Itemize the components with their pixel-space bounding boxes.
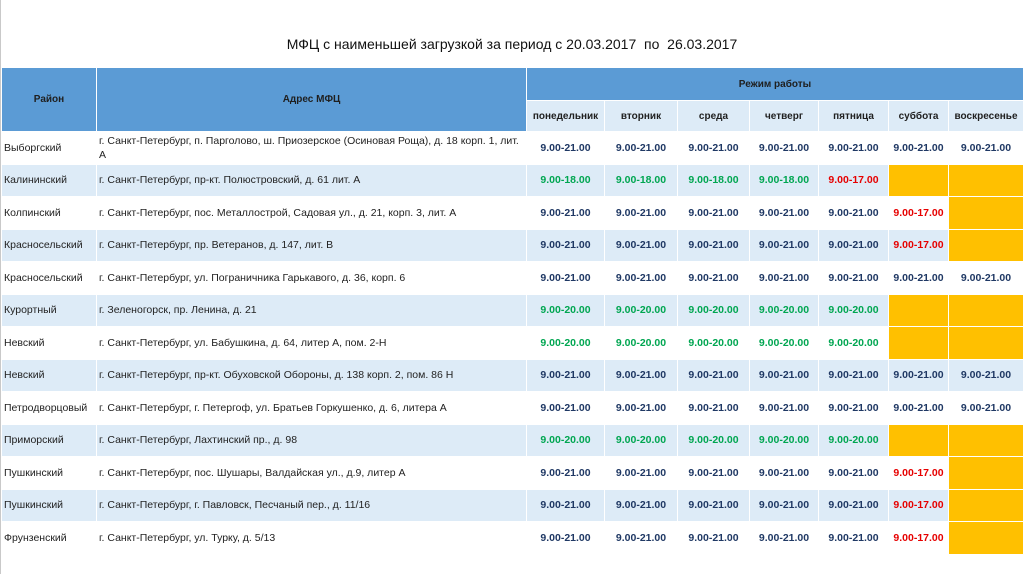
closed-day-cell [949,164,1024,197]
hours-cell: 9.00-20.00 [678,424,750,457]
hours-cell: 9.00-21.00 [605,197,678,230]
hours-cell: 9.00-20.00 [605,327,678,360]
hours-cell: 9.00-21.00 [678,522,750,555]
hours-cell: 9.00-17.00 [819,164,889,197]
hours-cell: 9.00-21.00 [605,229,678,262]
address-cell: г. Санкт-Петербург, ул. Бабушкина, д. 64, литер А, пом. 2-Н [97,327,527,360]
hours-cell: 9.00-21.00 [819,392,889,425]
closed-day-cell [949,489,1024,522]
hours-cell: 9.00-21.00 [605,392,678,425]
hours-cell: 9.00-21.00 [750,229,819,262]
table-row [2,164,1024,197]
table-row [2,294,1024,327]
hours-cell: 9.00-18.00 [750,164,819,197]
hours-cell: 9.00-21.00 [527,229,605,262]
closed-day-cell [949,294,1024,327]
hours-cell: 9.00-21.00 [949,132,1024,165]
closed-day-cell [949,424,1024,457]
table-header [2,68,1024,132]
hours-cell: 9.00-20.00 [819,424,889,457]
hours-cell: 9.00-21.00 [819,132,889,165]
district-cell: Красносельский [2,229,97,262]
district-cell: Невский [2,359,97,392]
hours-cell: 9.00-21.00 [527,359,605,392]
district-cell: Колпинский [2,197,97,230]
district-cell: Пушкинский [2,457,97,490]
hours-cell: 9.00-21.00 [678,229,750,262]
hours-cell: 9.00-21.00 [605,262,678,295]
hours-cell: 9.00-21.00 [889,262,949,295]
header-day-sunday: воскресенье [949,101,1024,132]
header-day-monday: понедельник [527,101,605,132]
hours-cell: 9.00-21.00 [527,197,605,230]
district-cell: Фрунзенский [2,522,97,555]
hours-cell: 9.00-18.00 [678,164,750,197]
table-row [2,392,1024,425]
hours-cell: 9.00-21.00 [527,262,605,295]
hours-cell: 9.00-21.00 [819,229,889,262]
header-schedule: Режим работы [527,68,1024,101]
table-row [2,522,1024,555]
address-cell: г. Санкт-Петербург, п. Парголово, ш. Приозерское (Осиновая Роща), д. 18 корп. 1, лит. А [97,132,527,165]
hours-cell: 9.00-20.00 [678,327,750,360]
table-row [2,489,1024,522]
hours-cell: 9.00-21.00 [819,359,889,392]
table-row [2,262,1024,295]
hours-cell: 9.00-20.00 [819,294,889,327]
header-day-thursday: четверг [750,101,819,132]
closed-day-cell [889,164,949,197]
address-cell: г. Санкт-Петербург, пр-кт. Полюстровский, д. 61 лит. А [97,164,527,197]
district-cell: Курортный [2,294,97,327]
header-day-tuesday: вторник [605,101,678,132]
closed-day-cell [949,197,1024,230]
district-cell: Калининский [2,164,97,197]
hours-cell: 9.00-21.00 [678,359,750,392]
table-row [2,327,1024,360]
hours-cell: 9.00-20.00 [750,424,819,457]
hours-cell: 9.00-17.00 [889,197,949,230]
address-cell: г. Санкт-Петербург, пос. Шушары, Валдайская ул., д.9, литер А [97,457,527,490]
closed-day-cell [949,229,1024,262]
hours-cell: 9.00-20.00 [750,294,819,327]
table-row [2,229,1024,262]
header-day-wednesday: среда [678,101,750,132]
closed-day-cell [949,522,1024,555]
header-day-saturday: суббота [889,101,949,132]
hours-cell: 9.00-20.00 [605,424,678,457]
hours-cell: 9.00-21.00 [750,359,819,392]
closed-day-cell [949,457,1024,490]
closed-day-cell [949,327,1024,360]
hours-cell: 9.00-21.00 [819,522,889,555]
hours-cell: 9.00-18.00 [527,164,605,197]
address-cell: г. Санкт-Петербург, г. Петергоф, ул. Братьев Горкушенко, д. 6, литера А [97,392,527,425]
hours-cell: 9.00-20.00 [527,294,605,327]
hours-cell: 9.00-21.00 [678,457,750,490]
hours-cell: 9.00-21.00 [678,132,750,165]
hours-cell: 9.00-18.00 [605,164,678,197]
hours-cell: 9.00-21.00 [527,457,605,490]
hours-cell: 9.00-21.00 [819,262,889,295]
hours-cell: 9.00-21.00 [678,262,750,295]
hours-cell: 9.00-21.00 [819,197,889,230]
header-district: Район [2,68,97,132]
district-cell: Пушкинский [2,489,97,522]
schedule-table [1,67,1024,555]
hours-cell: 9.00-21.00 [750,392,819,425]
hours-cell: 9.00-21.00 [678,197,750,230]
address-cell: г. Санкт-Петербург, Лахтинский пр., д. 98 [97,424,527,457]
address-cell: г. Санкт-Петербург, пр. Ветеранов, д. 147, лит. В [97,229,527,262]
address-cell: г. Зеленогорск, пр. Ленина, д. 21 [97,294,527,327]
hours-cell: 9.00-21.00 [605,489,678,522]
hours-cell: 9.00-21.00 [949,392,1024,425]
district-cell: Петродворцовый [2,392,97,425]
address-cell: г. Санкт-Петербург, ул. Турку, д. 5/13 [97,522,527,555]
hours-cell: 9.00-21.00 [605,132,678,165]
hours-cell: 9.00-21.00 [605,457,678,490]
hours-cell: 9.00-21.00 [949,359,1024,392]
district-cell: Приморский [2,424,97,457]
address-cell: г. Санкт-Петербург, ул. Пограничника Гарькавого, д. 36, корп. 6 [97,262,527,295]
hours-cell: 9.00-21.00 [527,522,605,555]
hours-cell: 9.00-21.00 [750,457,819,490]
hours-cell: 9.00-20.00 [750,327,819,360]
hours-cell: 9.00-21.00 [819,489,889,522]
hours-cell: 9.00-20.00 [605,294,678,327]
hours-cell: 9.00-20.00 [527,424,605,457]
hours-cell: 9.00-20.00 [527,327,605,360]
hours-cell: 9.00-21.00 [527,132,605,165]
address-cell: г. Санкт-Петербург, пр-кт. Обуховской Обороны, д. 138 корп. 2, пом. 86 Н [97,359,527,392]
table-row [2,359,1024,392]
address-cell: г. Санкт-Петербург, пос. Металлострой, Садовая ул., д. 21, корп. 3, лит. А [97,197,527,230]
district-cell: Невский [2,327,97,360]
address-cell: г. Санкт-Петербург, г. Павловск, Песчаный пер., д. 11/16 [97,489,527,522]
hours-cell: 9.00-21.00 [527,392,605,425]
hours-cell: 9.00-21.00 [678,392,750,425]
hours-cell: 9.00-21.00 [750,262,819,295]
hours-cell: 9.00-20.00 [678,294,750,327]
hours-cell: 9.00-21.00 [750,489,819,522]
closed-day-cell [889,424,949,457]
hours-cell: 9.00-17.00 [889,457,949,490]
hours-cell: 9.00-17.00 [889,522,949,555]
hours-cell: 9.00-21.00 [750,197,819,230]
hours-cell: 9.00-17.00 [889,229,949,262]
closed-day-cell [889,294,949,327]
hours-cell: 9.00-21.00 [527,489,605,522]
hours-cell: 9.00-21.00 [889,392,949,425]
closed-day-cell [889,327,949,360]
table-row [2,424,1024,457]
table-row [2,197,1024,230]
hours-cell: 9.00-17.00 [889,489,949,522]
header-address: Адрес МФЦ [97,68,527,132]
table-row [2,132,1024,165]
hours-cell: 9.00-21.00 [605,359,678,392]
table-row [2,457,1024,490]
hours-cell: 9.00-21.00 [750,132,819,165]
page-title: МФЦ с наименьшей загрузкой за период с 20.03.2017 по 26.03.2017 [286,36,738,52]
district-cell: Красносельский [2,262,97,295]
hours-cell: 9.00-20.00 [819,327,889,360]
hours-cell: 9.00-21.00 [889,359,949,392]
hours-cell: 9.00-21.00 [605,522,678,555]
hours-cell: 9.00-21.00 [678,489,750,522]
table-body [2,132,1024,555]
hours-cell: 9.00-21.00 [750,522,819,555]
header-day-friday: пятница [819,101,889,132]
hours-cell: 9.00-21.00 [949,262,1024,295]
hours-cell: 9.00-21.00 [819,457,889,490]
hours-cell: 9.00-21.00 [889,132,949,165]
district-cell: Выборгский [2,132,97,165]
